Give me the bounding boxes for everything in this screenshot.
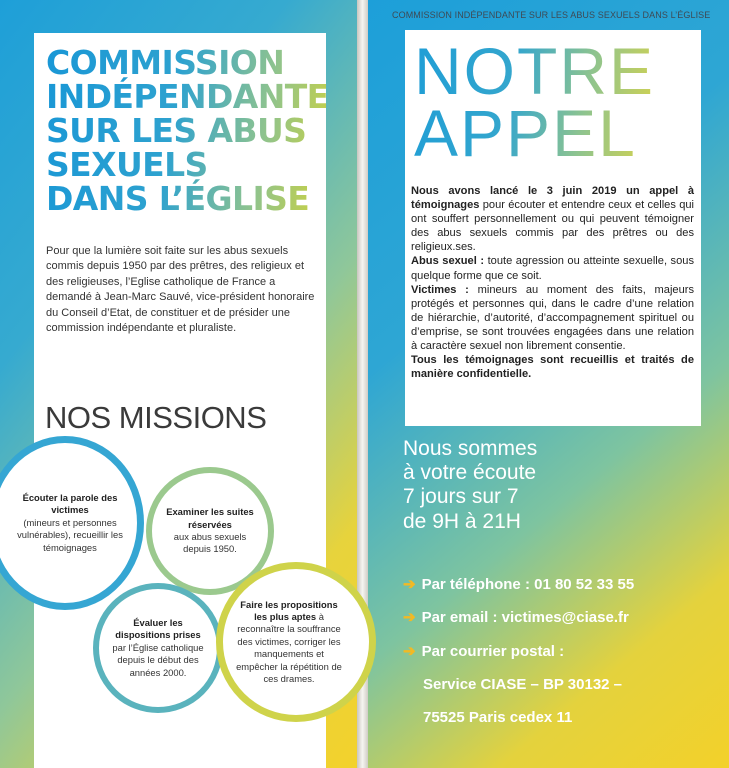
appeal-text <box>411 184 694 381</box>
title-line: SEXUELS <box>46 145 208 184</box>
listen-line: Nous sommes <box>403 437 538 460</box>
appeal-span: pour écouter et entendre ceux et celles qui ont souffert personnellement ou qui peuvent témoigner des abus sexuels commis par des prêtres ou des religieux.ses. <box>411 199 694 254</box>
appeal-bold: Nous avons lancé le 3 juin 2019 un appel à témoignages <box>411 185 694 212</box>
mission-circle-propose <box>216 562 376 722</box>
mission-text: par l’Église catholique depuis le début des années 2000. <box>112 641 204 678</box>
definition-text: mineurs au moment des faits, majeurs protégés et personnes qui, dans le cadre d’une relation de hiérarchie, d’autorité, d’accompagnement spirituel ou d’emprise, se sont trouvées engagées dans une relation à caractère sexuel non librement consentie. <box>411 283 694 353</box>
mission-bold: Faire les propositions les plus aptes <box>240 598 338 622</box>
mission-bold: Examiner les suites réservées <box>166 506 254 530</box>
definition-term: Victimes : <box>411 283 469 296</box>
title-line: INDÉPENDANTE <box>46 77 329 116</box>
arrow-right-icon: ➔ <box>403 643 416 660</box>
phone-text: Par téléphone : 01 80 52 33 55 <box>421 576 635 593</box>
title-line: APPEL <box>414 96 637 170</box>
listen-line: à votre écoute <box>403 461 537 485</box>
title-line: SUR LES ABUS <box>46 111 307 150</box>
listen-line: 7 jours sur 7 <box>403 485 519 509</box>
listening-hours <box>403 437 663 534</box>
right-header: COMMISSION INDÉPENDANTE SUR LES ABUS SEXUELS DANS L’ÉGLISE <box>392 10 711 20</box>
arrow-right-icon: ➔ <box>403 609 416 626</box>
arrow-right-icon: ➔ <box>403 576 416 593</box>
intro-paragraph: Pour que la lumière soit faite sur les abus sexuels commis depuis 1950 par des prêtres, des religieux et des religieuses, l’Eglise catholique de France a demandé à Jean-Marc Sauvé, vice-président honoraire du Conseil d’Etat, de constituer et de présider une commission indépendante et pluraliste. <box>46 245 315 335</box>
definition-text: toute agression ou atteinte sexuelle, sous quelque forme que ce soit. <box>411 255 694 282</box>
mission-text: aux abus sexuels depuis 1950. <box>173 531 247 555</box>
contact-email <box>403 608 629 626</box>
missions-heading: NOS MISSIONS <box>45 400 267 435</box>
title-line: NOTRE <box>414 34 655 108</box>
appeal-title <box>414 34 655 170</box>
listen-line: de 9H à 21H <box>403 509 521 533</box>
mission-text: à reconnaître la souffrance des victimes, corriger les manquements et empêcher la répétition de ces drames. <box>236 610 342 685</box>
mission-circle-evaluate <box>93 583 223 713</box>
postal-address-line: 75525 Paris cedex 11 <box>423 709 573 726</box>
confidential-note: Tous les témoignages sont recueillis et traités de manière confidentielle. <box>411 354 694 381</box>
definition-term: Abus sexuel : <box>411 255 485 268</box>
mission-text: (mineurs et personnes vulnérables), recueillir les témoignages <box>17 516 123 553</box>
mail-text: Par courrier postal : <box>421 643 565 660</box>
commission-title <box>46 43 329 218</box>
email-text: Par email : victimes@ciase.fr <box>421 609 629 626</box>
contact-phone <box>403 575 634 593</box>
mission-bold: Évaluer les dispositions prises <box>115 616 201 641</box>
postal-address-line: Service CIASE – BP 30132 – <box>423 676 623 693</box>
contact-mail <box>403 642 564 660</box>
title-line: COMMISSION <box>46 43 285 82</box>
title-line: DANS L’ÉGLISE <box>46 179 310 218</box>
mission-bold: Écouter la parole des victimes <box>22 491 118 516</box>
